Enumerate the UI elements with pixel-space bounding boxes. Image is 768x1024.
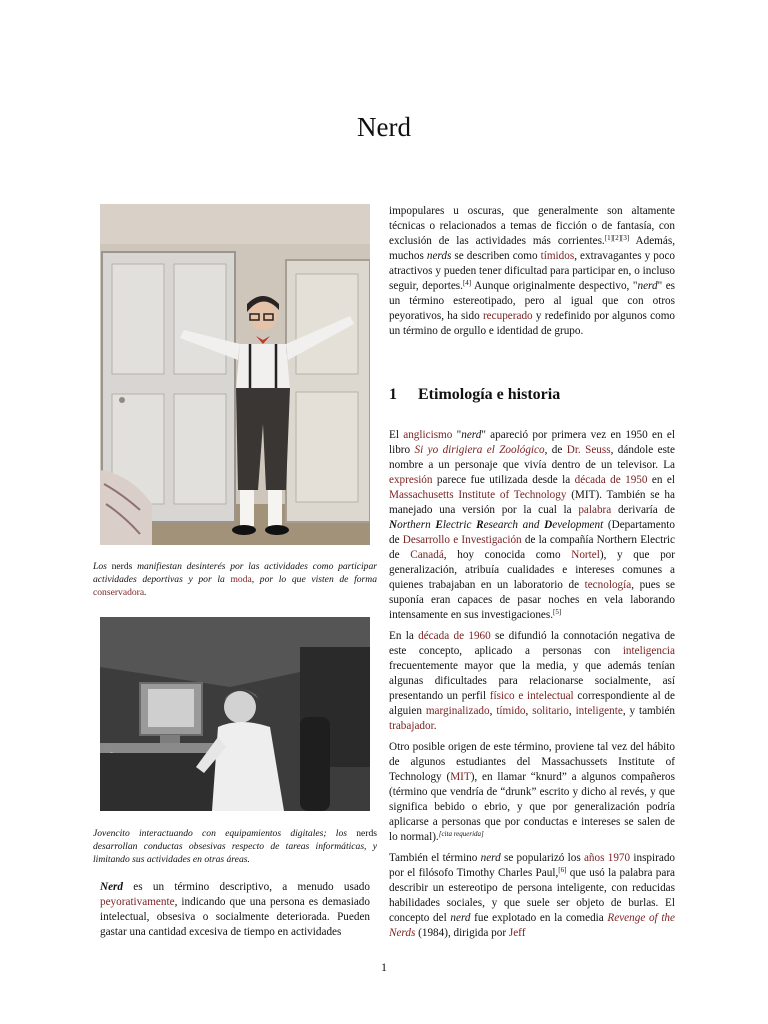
text-run: El	[389, 429, 404, 441]
section-body	[389, 428, 675, 947]
inline-link[interactable]: Jeff	[508, 927, 526, 939]
inline-link[interactable]: Massachusetts Institute of Technology	[389, 489, 567, 501]
inline-link[interactable]: década de 1960	[418, 630, 491, 642]
citation-ref[interactable]: [5]	[553, 608, 562, 616]
citation-ref[interactable]: [1][2][3]	[604, 234, 630, 242]
text-run: orthern	[397, 519, 436, 531]
left-column-text	[100, 880, 370, 946]
text-run: , pues se suponía eran capaces de pasar noches en vela laborando intensamente en sus investigaciones.	[389, 579, 675, 621]
text-run: desarrollan conductas obsesivas respecto de tareas informáticas, y limitando sus actividades en otras áreas.	[93, 841, 377, 865]
text-run: y redefinido por algunos como un término de orgullo e identidad de grupo.	[389, 310, 675, 337]
inline-link[interactable]: marginalizado	[425, 705, 490, 717]
text-run: , por lo que visten de forma	[251, 574, 377, 585]
text-run: esearch and	[483, 519, 545, 531]
inline-link[interactable]: peyorativamente	[100, 896, 175, 908]
text-run: , extravagantes y poco atractivos y pueden tener dificultad para participar en, o incluso seguir, deportes.	[389, 250, 675, 292]
text-run: es un término descriptivo, a menudo usado	[123, 881, 370, 893]
right-column-text	[389, 204, 675, 345]
inline-link[interactable]: expresión	[389, 474, 433, 486]
inline-link[interactable]: conservadora	[93, 587, 145, 598]
text-run: lectric	[442, 519, 477, 531]
text-run: , hoy conocida como	[443, 549, 572, 561]
inline-link[interactable]: década de 1950	[574, 474, 648, 486]
inline-link[interactable]: inteligente	[575, 705, 623, 717]
text-run: en el	[647, 474, 676, 486]
text-run: D	[544, 519, 553, 531]
inline-link[interactable]: Desarrollo e Investigación	[402, 534, 522, 546]
text-run: E	[435, 519, 443, 531]
text-run: ,	[489, 705, 497, 717]
text-run: .	[144, 587, 147, 598]
inline-link[interactable]: físico e intelectual	[489, 690, 574, 702]
section-number: 1	[389, 386, 397, 403]
figure-nerd-costume-photo	[100, 204, 370, 545]
text-run: Aunque originalmente despectivo, "	[471, 280, 638, 292]
figure-boy-computer-photo	[100, 617, 370, 811]
inline-link[interactable]: inteligencia	[622, 645, 675, 657]
caption-rich-text	[93, 828, 377, 865]
inline-link[interactable]: tecnología	[584, 579, 632, 591]
inline-link[interactable]: Dr. Seuss	[566, 444, 611, 456]
text-run: R	[476, 519, 484, 531]
text-run: Los	[93, 561, 112, 572]
text-run: (Departamento de	[389, 519, 675, 546]
text-run: (MIT). También se ha manejado una versión por la cual la	[389, 489, 675, 516]
figure-caption-1	[93, 560, 377, 599]
text-run: Nerd	[100, 881, 123, 893]
text-run: , indicando que una persona es demasiado intelectual, obsesiva o socialmente deteriorada. Pueden gastar una cantidad excesiva de tiempo en actividades	[100, 896, 370, 938]
text-run: "	[452, 429, 462, 441]
text-run: se difundió la connotación negativa de este concepto, aplicado a personas con	[389, 630, 676, 657]
text-run: inspirado por el filósofo Timothy Charles Paul,	[389, 852, 676, 879]
text-run: derivaría de	[611, 504, 675, 516]
text-run: se popularizó los	[500, 852, 584, 864]
text-run: N	[389, 519, 398, 531]
citation-needed[interactable]: [cita requerida]	[438, 830, 484, 838]
text-run: se describen como	[451, 250, 541, 262]
inline-link[interactable]: anglicismo	[403, 429, 453, 441]
text-run: .	[433, 720, 437, 732]
text-run: frecuentemente mayor que la media, y que además tenían algunas dificultades para relacionarse socialmente, así presentando un perfil	[389, 660, 675, 702]
inline-link[interactable]: tímido	[496, 705, 526, 717]
page-title: Nerd	[357, 112, 411, 142]
text-run: nerds	[111, 561, 133, 572]
text-run: manifiestan desinterés por las actividades como participar actividades deportivas y por la	[93, 561, 377, 585]
text-run: Otro posible origen de este término, proviene tal vez del hábito de algunos estudiantes del Massachussets Institute of Technology (	[389, 741, 675, 783]
figure-caption-2	[93, 827, 377, 866]
text-run: que usó la palabra para describir un estereotipo de persona inteligente, con reducidas habilidades sociales, y que suele ser objeto de burlas. El concepto del	[389, 867, 676, 924]
text-run: ), en llamar “knurd” a algunos compañeros (término que vendría de “drunk” escrito y dicho al revés, y que significa bebido o ebrio, y que por generalización podría aplicarse a personas que por conductas e intereses se salen de lo normal).	[389, 771, 675, 843]
text-run: correspondiente al de alguien	[389, 690, 675, 717]
text-run: nerd	[637, 280, 658, 292]
text-run: En la	[389, 630, 419, 642]
text-run: ,	[525, 705, 533, 717]
inline-link[interactable]: Nortel	[571, 549, 600, 561]
text-run: nerd	[461, 429, 482, 441]
citation-ref[interactable]: [4]	[462, 279, 472, 287]
text-run: " apareció por primera vez en 1950 en el libro	[389, 429, 675, 456]
text-run: nerd	[480, 852, 501, 864]
caption-rich-text	[93, 561, 377, 598]
text-run: ,	[568, 705, 576, 717]
inline-link[interactable]: moda	[230, 574, 252, 585]
inline-link[interactable]: MIT	[450, 771, 471, 783]
text-run: parece fue utilizada desde la	[432, 474, 575, 486]
section-paragraph	[389, 851, 675, 941]
intro-continuation	[389, 204, 675, 339]
inline-link[interactable]: Si yo dirigiera el Zoológico	[414, 444, 545, 456]
text-run: (1984), dirigida por	[415, 927, 509, 939]
inline-link[interactable]: Canadá	[410, 549, 444, 561]
text-run: , y también	[622, 705, 676, 717]
text-run: nerd	[450, 912, 471, 924]
citation-ref[interactable]: [6]	[558, 866, 567, 874]
text-run: " es un término estereotipado, pero al igual que con otros peyorativos, ha sido	[389, 280, 676, 322]
inline-link[interactable]: años 1970	[583, 852, 631, 864]
inline-link[interactable]: palabra	[578, 504, 612, 516]
page-number: 1	[381, 960, 387, 974]
section-paragraph	[389, 428, 675, 623]
text-run: impopulares u oscuras, que generalmente son altamente técnicas o relacionados a temas de ficción o de fantasía, con exclusión de las actividades más corrientes.	[389, 205, 675, 247]
section-heading-etimologia	[389, 386, 560, 404]
text-run: evelopment	[552, 519, 604, 531]
inline-link[interactable]: tímidos	[540, 250, 575, 262]
inline-link[interactable]: recuperado	[482, 310, 533, 322]
text-run: , de	[544, 444, 567, 456]
text-run: fue explotado en la comedia	[470, 912, 608, 924]
text-run: de la compañía Northern Electric de	[389, 534, 675, 561]
section-paragraph	[389, 629, 675, 734]
text-run: nerds	[356, 828, 377, 839]
intro-paragraph	[100, 880, 370, 940]
text-run: También el término	[389, 852, 481, 864]
text-run: Además, muchos	[389, 235, 675, 262]
text-run: , dándole este nombre a un personaje que vivía dentro de un televisor. La	[389, 444, 675, 471]
inline-link[interactable]: Revenge of the Nerds	[389, 912, 675, 939]
section-paragraph	[389, 740, 675, 845]
text-run: ), y que por generalización, atribuía cualidades e intereses comunes a quienes trabajaban en un laboratorio de	[389, 549, 676, 591]
text-run: Jovencito interactuando con equipamientos digitales; los	[93, 828, 357, 839]
inline-link[interactable]: solitario	[532, 705, 569, 717]
section-title: Etimología e historia	[418, 386, 561, 403]
inline-link[interactable]: trabajador	[389, 720, 434, 732]
text-run: nerds	[426, 250, 452, 262]
